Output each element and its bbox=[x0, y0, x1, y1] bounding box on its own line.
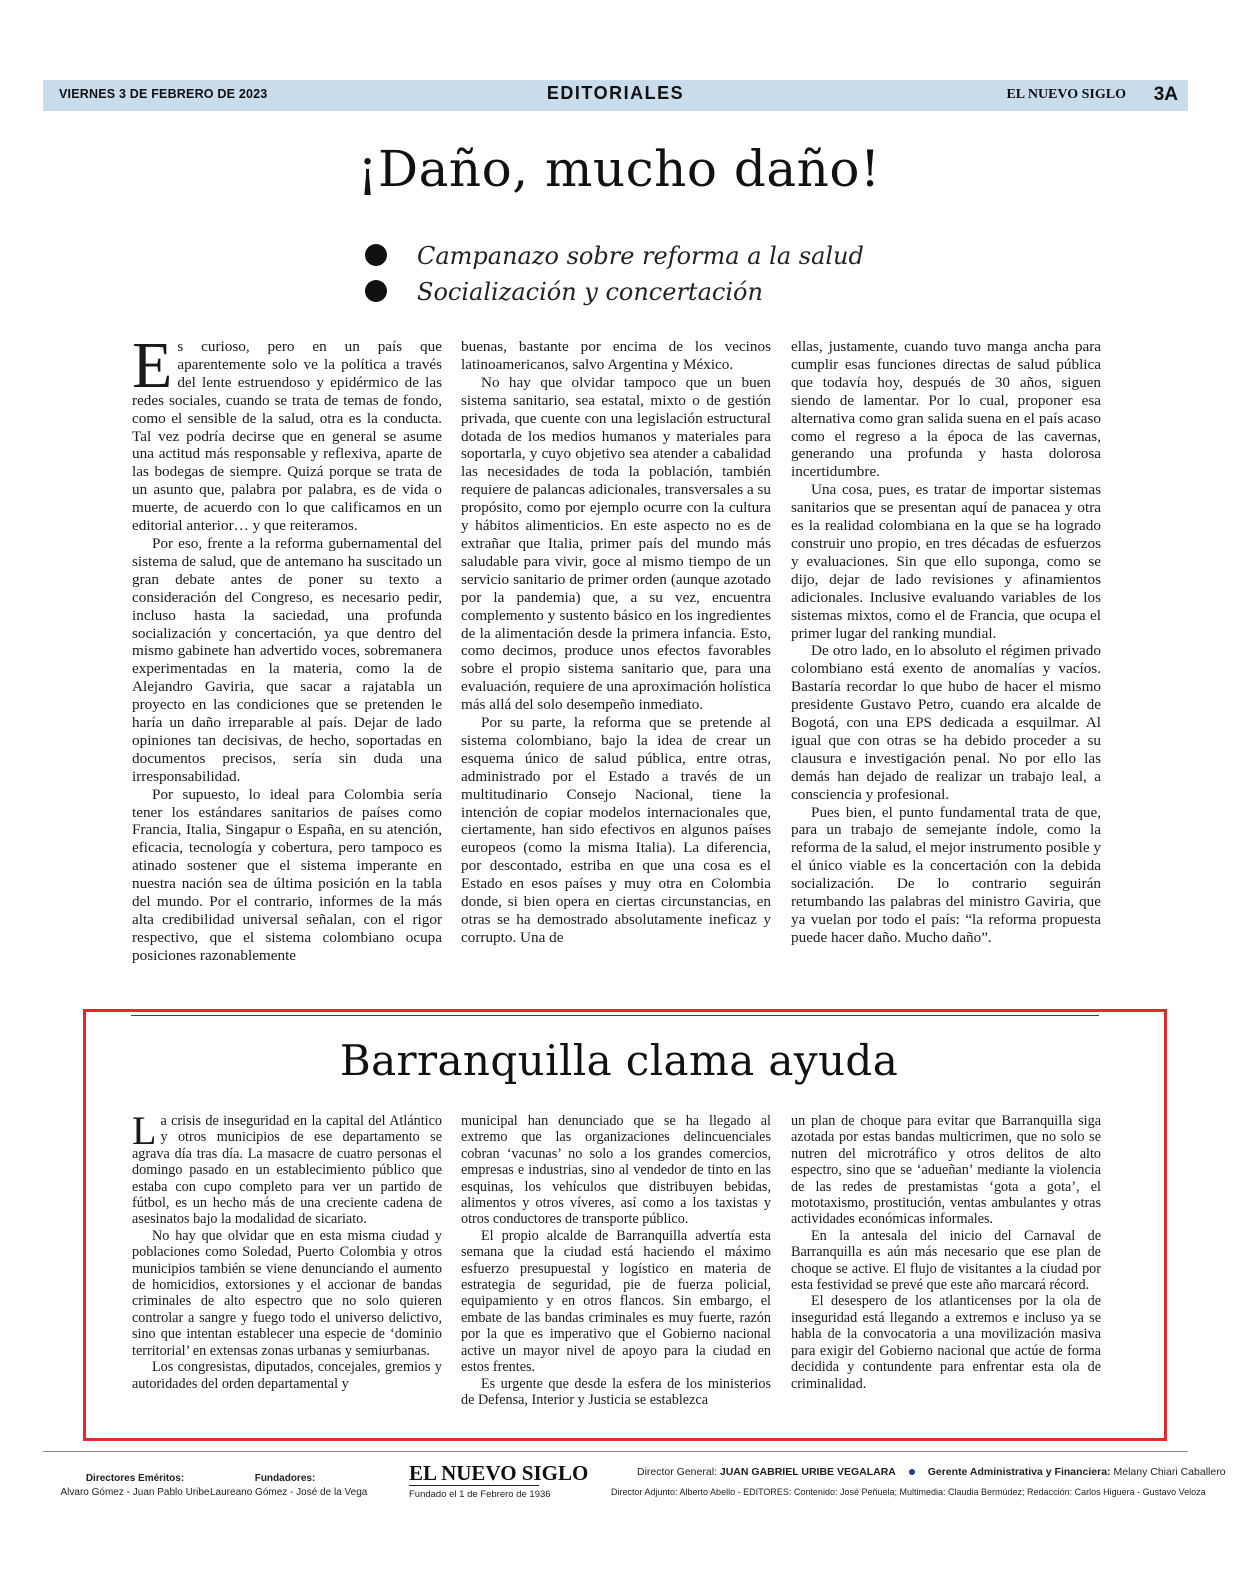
divider bbox=[131, 1015, 1099, 1016]
column-3 bbox=[791, 1113, 1101, 1392]
paragraph: El desespero de los atlanticenses por la ola de inseguridad está llegando a extremos e incluso ya se habla de la convocatoria a una movilización masiva para exigir del Gobierno nacional que actúe de forma decidida y contundente para enfrentar esta ola de criminalidad. bbox=[791, 1293, 1101, 1392]
subhead-item bbox=[365, 238, 864, 274]
column-2 bbox=[461, 338, 771, 947]
newspaper-name: EL NUEVO SIGLO bbox=[1006, 87, 1126, 102]
paragraph: Por eso, frente a la reforma gubernamental del sistema de salud, que de antemano ha suscitado un gran debate antes de poner su texto a consideración del Congreso, es necesario pedir, incluso hasta la saciedad, una profunda socialización y concertación, ya que dentro del mismo gabinete han advertido voces, sobremanera experimentadas en la materia, como la de Alejandro Gaviria, que sacar a rajatabla un proyecto en las condiciones que se pretenden le haría un daño irreparable al país. Dejar de lado opiniones tan decisivas, de hecho, soportadas en documentos precisos, sería sin duda una irresponsabilidad. bbox=[132, 534, 442, 785]
page-header bbox=[43, 80, 1188, 111]
manager-name: Melany Chiari Caballero bbox=[1113, 1466, 1226, 1478]
editorial-2-title: Barranquilla clama ayuda bbox=[339, 1036, 899, 1085]
emeritus-names: Alvaro Gómez - Juan Pablo Uribe bbox=[60, 1487, 210, 1498]
column-3 bbox=[791, 338, 1101, 947]
drop-cap: L bbox=[132, 1108, 157, 1153]
paragraph: El propio alcalde de Barranquilla advertía esta semana que la ciudad está haciendo el máximo esfuerzo presupuestal y logístico en materia de estrategia de seguridad, pie de fuerza policial, equipamiento y en otros flancos. Sin embargo, el embate de las bandas criminales es muy fuerte, razón por la que es imperativo que el Gobierno nacional active un mayor nivel de apoyo para la ciudad en estos frentes. bbox=[461, 1227, 771, 1376]
paragraph: Una cosa, pues, es tratar de importar sistemas sanitarios que se presentan aquí de panacea y otra es la realidad colombiana en la que se ha logrado construir uno propio, en tres décadas de esfuerzos y evaluaciones. Sin que ello suponga, como se dijo, dejar de lado revisiones y afinamientos adicionales. Inclusive evaluando variables de los sistemas mixtos, como el de Francia, que ocupa el primer lugar del ranking mundial. bbox=[791, 481, 1101, 642]
paragraph: un plan de choque para evitar que Barranquilla siga azotada por estas bandas multicrimen, que no solo se nutren del microtráfico y otros delitos de alto espectro, sino que se ‘adueñan’ mediante la violencia de las redes de prestamistas ‘gota a gota’, el mototaxismo, prostitución, ventas ambulantes y otras actividades económicas informales. bbox=[791, 1113, 1101, 1228]
column-2 bbox=[461, 1113, 771, 1408]
paragraph: Por supuesto, lo ideal para Colombia sería tener los estándares sanitarios de países como Francia, Italia, Singapur o España, en su atención, eficacia, tecnología y cobertura, pero tampoco es atinado sostener que el sistema imperante en nuestra nación sea de última posición en la tabla del mundo. Por el contrario, informes de la más alta credibilidad universal señalan, con el rigor respectivo, que el sistema colombiano ocupa posiciones razonablemente bbox=[132, 785, 442, 964]
paragraph: De otro lado, en lo absoluto el régimen privado colombiano está exento de anomalías y vacíos. Bastaría recordar lo que hubo de hacer el mismo presidente Gustavo Petro, cuando era alcalde de Bogotá, con una EPS dedicada a esquilmar. Al igual que con otras se ha debido proceder a su clausura e investigación penal. No por ello las demás han dejado de realizar un trabajo leal, a consciencia y profesional. bbox=[791, 642, 1101, 803]
emeritus-directors bbox=[60, 1473, 210, 1498]
paragraph: En la antesala del inicio del Carnaval de Barranquilla es aún más necesario que ese plan de choque se active. El flujo de visitantes a la ciudad por esta festividad se prevé que este año marcará récord. bbox=[791, 1227, 1101, 1294]
masthead-line-1 bbox=[637, 1466, 1226, 1478]
director-name: JUAN GABRIEL URIBE VEGALARA bbox=[719, 1466, 896, 1478]
emeritus-label: Directores Eméritos: bbox=[85, 1473, 185, 1484]
paragraph-text: a crisis de inseguridad en la capital del Atlántico y otros municipios de ese departamento se agrava día tras día. La masacre de cuatro personas el domingo pasado en un establecimiento público que estaba con cupo completo para ver un partido de fútbol, es un hecho más de una creciente cadena de asesinatos bajo la modalidad de sicariato. bbox=[132, 1113, 442, 1228]
logo-underline bbox=[409, 1485, 539, 1486]
paragraph: buenas, bastante por encima de los vecinos latinoamericanos, salvo Argentina y México. bbox=[461, 338, 771, 373]
paragraph: municipal han denunciado que se ha llegado al extremo que las organizaciones delincuenciales cobran ‘vacunas’ no solo a los grandes comercios, empresas e industrias, sino al vendedor de tinto en las esquinas, los vehículos que distribuyen bebidas, alimentos y otros víveres, así como a los taxistas y otros conductores de transporte público. bbox=[461, 1113, 771, 1228]
founded-date: Fundado el 1 de Febrero de 1936 bbox=[409, 1489, 551, 1500]
paragraph: No hay que olvidar que en esta misma ciudad y poblaciones como Soledad, Puerto Colombia y otros municipios también se viene denunciando el aumento de homicidios, extorsiones y el accionar de bandas criminales de alto espectro que no solo quieren controlar a sangre y fuego todo el universo delictivo, sino que intentan establecer una especie de ‘dominio territorial’ en extensas zonas urbanas y semiurbanas. bbox=[132, 1227, 442, 1359]
paragraph: No hay que olvidar tampoco que un buen sistema sanitario, sea estatal, mixto o de gestión privada, que cuente con una legislación estructural dotada de los medios humanos y materiales para soportarla, y cuyo objetivo sea atender a cabalidad las necesidades de toda la población, también requiere de palancas adicionales, transversales a su propósito, como por ejemplo ocurre con la cultura y hábitos alimenticios. En este aspecto no es de extrañar que Italia, primer país del mundo más saludable para vivir, goce al mismo tiempo de un servicio sanitario de primer orden (aunque azotado por la pandemia) que, a su vez, encuentra complemento y sustento básico en los ingredientes de la alimentación desde la primera infancia. Esto, como decimos, produce unos efectos favorables sobre el propio sistema sanitario que, para una evaluación, requiere de una aproximación holística más allá del solo desempeño inmediato. bbox=[461, 373, 771, 714]
column-1 bbox=[132, 1108, 442, 1392]
subhead-text: Socialización y concertación bbox=[417, 278, 763, 306]
column-1 bbox=[132, 329, 442, 965]
manager-label: Gerente Administrativa y Financiera: bbox=[927, 1466, 1111, 1478]
founders bbox=[210, 1473, 368, 1498]
paragraph bbox=[132, 329, 442, 535]
staff-line: Director Adjunto: Alberto Abello - EDITORES: Contenido: José Peñuela; Multimedia: Claudia Bermúdez; Redacción: Carlos Higuera - Gustavo Veloza bbox=[611, 1487, 1206, 1497]
paragraph bbox=[132, 1108, 442, 1228]
issue-date: VIERNES 3 DE FEBRERO DE 2023 bbox=[59, 87, 268, 101]
subhead-text: Campanazo sobre reforma a la salud bbox=[417, 242, 864, 270]
paragraph: Pues bien, el punto fundamental trata de que, para un trabajo de semejante índole, como la reforma de la salud, el mejor instrumento posible y el único viable es la concertación con la debida socialización. De lo contrario seguirán retumbando las palabras del ministro Gaviria, que ya vuelan por todo el país: “la reforma propuesta puede hacer daño. Mucho daño”. bbox=[791, 803, 1101, 946]
editorial-1-subheads bbox=[365, 238, 864, 310]
bullet-icon bbox=[365, 244, 387, 266]
drop-cap: E bbox=[132, 329, 173, 402]
paragraph: ellas, justamente, cuando tuvo manga ancha para cumplir esas funciones directas de salud pública que todavía hoy, después de 30 años, siguen siendo de lamentar. Por lo cual, proponer esa alternativa como gran salida suena en el país acaso como el regreso a la época de las cavernas, generando una profunda y hasta dolorosa incertidumbre. bbox=[791, 338, 1101, 481]
footer-logo: EL NUEVO SIGLO bbox=[409, 1461, 589, 1485]
subhead-item bbox=[365, 274, 864, 310]
paragraph: Los congresistas, diputados, concejales, gremios y autoridades del orden departamental y bbox=[132, 1359, 442, 1392]
paragraph: Por su parte, la reforma que se pretende al sistema colombiano, bajo la idea de crear un esquema único de salud pública, entre otras, administrado por el Estado a través de un multitudinario Consejo Nacional, tiene la intención de copiar modelos internacionales que, ciertamente, han sido efectivos en algunos países europeos (como la misma Italia). La diferencia, por descontado, estriba en que una cosa es el Estado en esos países y muy otra en Colombia donde, si bien opera en ciertas circunstancias, en otras se ha demostrado absolutamente ineficaz y corrupto. Una de bbox=[461, 714, 771, 946]
paragraph-text: s curioso, pero en un país que aparentemente solo ve la política a través del lente estruendoso y epidérmico de las redes sociales, cuando se trata de temas de fondo, como el sensible de la salud, otra es la conducta. Tal vez podría decirse que en general se asume una actitud más responsable y reflexiva, aparte de las bodegas de siempre. Quizá porque se trata de un asunto que, palabra por palabra, es de vida o muerte, de acuerdo con lo que calificamos en un editorial anterior… y que reiteramos. bbox=[132, 338, 442, 535]
founders-label: Fundadores: bbox=[254, 1473, 316, 1484]
paragraph: Es urgente que desde la esfera de los ministerios de Defensa, Interior y Justicia se establezca bbox=[461, 1375, 771, 1408]
separator-dot-icon bbox=[909, 1469, 915, 1475]
director-label: Director General: bbox=[637, 1466, 717, 1478]
section-title: EDITORIALES bbox=[546, 83, 685, 103]
bullet-icon bbox=[365, 280, 387, 302]
footer-divider bbox=[43, 1451, 1188, 1452]
page-number: 3A bbox=[1153, 84, 1178, 105]
editorial-1-title: ¡Daño, mucho daño! bbox=[357, 140, 881, 198]
founders-names: Laureano Gómez - José de la Vega bbox=[210, 1487, 368, 1498]
